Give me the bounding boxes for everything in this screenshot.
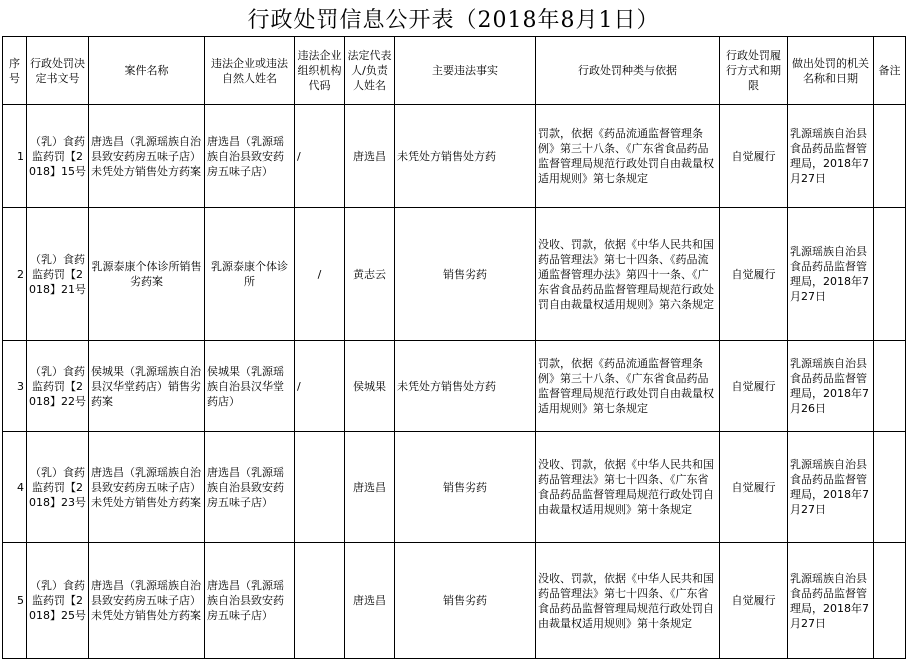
cell-authority-date: 乳源瑶族自治县食品药品监督管理局，2018年7月27日 [788, 105, 874, 208]
header-legal-rep: 法定代表人/负责人姓名 [345, 37, 395, 105]
cell-execution: 自觉履行 [720, 105, 788, 208]
cell-execution: 自觉履行 [720, 341, 788, 432]
cell-legal-rep: 唐选昌 [345, 105, 395, 208]
cell-legal-rep: 黄志云 [345, 208, 395, 341]
cell-org-code: / [295, 341, 345, 432]
header-penalty: 行政处罚种类与依据 [536, 37, 720, 105]
header-doc-no: 行政处罚决定书文号 [27, 37, 89, 105]
cell-remark [874, 105, 906, 208]
cell-authority-date: 乳源瑶族自治县食品药品监督管理局，2018年7月27日 [788, 208, 874, 341]
cell-legal-rep: 唐选昌 [345, 543, 395, 659]
cell-case-name: 唐选昌（乳源瑶族自治县致安药房五味子店）未凭处方销售处方药案 [89, 543, 205, 659]
cell-violator: 乳源泰康个体诊所 [205, 208, 295, 341]
cell-seq: 2 [3, 208, 27, 341]
table-row [3, 105, 906, 208]
cell-authority-date: 乳源瑶族自治县食品药品监督管理局，2018年7月27日 [788, 432, 874, 543]
cell-execution: 自觉履行 [720, 543, 788, 659]
cell-org-code [295, 543, 345, 659]
header-facts: 主要违法事实 [395, 37, 536, 105]
cell-remark [874, 341, 906, 432]
header-authority-date: 做出处罚的机关名称和日期 [788, 37, 874, 105]
cell-doc-no: （乳）食药监药罚【2018】22号 [27, 341, 89, 432]
cell-violator: 唐选昌（乳源瑶族自治县致安药房五味子店） [205, 432, 295, 543]
table-row [3, 208, 906, 341]
cell-doc-no: （乳）食药监药罚【2018】15号 [27, 105, 89, 208]
header-org-code: 违法企业组织机构代码 [295, 37, 345, 105]
table-row [3, 432, 906, 543]
cell-doc-no: （乳）食药监药罚【2018】25号 [27, 543, 89, 659]
cell-penalty: 罚款，依据《药品流通监督管理条例》第三十八条、《广东省食品药品监督管理局规范行政处罚自由裁量权适用规则》第七条规定 [536, 105, 720, 208]
cell-seq: 4 [3, 432, 27, 543]
penalty-table [2, 36, 906, 659]
cell-seq: 1 [3, 105, 27, 208]
cell-doc-no: （乳）食药监药罚【2018】21号 [27, 208, 89, 341]
cell-authority-date: 乳源瑶族自治县食品药品监督管理局，2018年7月27日 [788, 543, 874, 659]
cell-violator: 唐选昌（乳源瑶族自治县致安药房五味子店） [205, 543, 295, 659]
header-execution: 行政处罚履行方式和期限 [720, 37, 788, 105]
cell-case-name: 唐选昌（乳源瑶族自治县致安药房五味子店）未凭处方销售处方药案 [89, 105, 205, 208]
header-remark: 备注 [874, 37, 906, 105]
cell-facts: 销售劣药 [395, 432, 536, 543]
header-violator: 违法企业或违法自然人姓名 [205, 37, 295, 105]
cell-facts: 未凭处方销售处方药 [395, 105, 536, 208]
document-title: 行政处罚信息公开表（2018年8月1日） [247, 7, 660, 33]
cell-org-code: / [295, 208, 345, 341]
cell-case-name: 侯城果（乳源瑶族自治县汉华堂药店）销售劣药案 [89, 341, 205, 432]
cell-seq: 5 [3, 543, 27, 659]
cell-remark [874, 208, 906, 341]
header-seq: 序号 [3, 37, 27, 105]
cell-seq: 3 [3, 341, 27, 432]
cell-execution: 自觉履行 [720, 208, 788, 341]
table-row [3, 543, 906, 659]
table-row [3, 341, 906, 432]
cell-penalty: 没收、罚款，依据《中华人民共和国药品管理法》第七十四条、《药品流通监督管理办法》第四十一条、《广东省食品药品监督管理局规范行政处罚自由裁量权适用规则》第六条规定 [536, 208, 720, 341]
cell-execution: 自觉履行 [720, 432, 788, 543]
cell-facts: 未凭处方销售处方药 [395, 341, 536, 432]
cell-remark [874, 543, 906, 659]
cell-case-name: 乳源泰康个体诊所销售劣药案 [89, 208, 205, 341]
cell-legal-rep: 侯城果 [345, 341, 395, 432]
cell-case-name: 唐选昌（乳源瑶族自治县致安药房五味子店）未凭处方销售处方药案 [89, 432, 205, 543]
cell-penalty: 没收、罚款，依据《中华人民共和国药品管理法》第七十四条、《广东省食品药品监督管理局规范行政处罚自由裁量权适用规则》第十条规定 [536, 432, 720, 543]
cell-violator: 侯城果（乳源瑶族自治县汉华堂药店） [205, 341, 295, 432]
cell-penalty: 没收、罚款，依据《中华人民共和国药品管理法》第七十四条、《广东省食品药品监督管理局规范行政处罚自由裁量权适用规则》第十条规定 [536, 543, 720, 659]
cell-org-code [295, 432, 345, 543]
cell-violator: 唐选昌（乳源瑶族自治县致安药房五味子店） [205, 105, 295, 208]
cell-facts: 销售劣药 [395, 543, 536, 659]
cell-authority-date: 乳源瑶族自治县食品药品监督管理局，2018年7月26日 [788, 341, 874, 432]
cell-penalty: 罚款，依据《药品流通监督管理条例》第三十八条、《广东省食品药品监督管理局规范行政处罚自由裁量权适用规则》第七条规定 [536, 341, 720, 432]
cell-remark [874, 432, 906, 543]
header-row [3, 37, 906, 105]
cell-facts: 销售劣药 [395, 208, 536, 341]
cell-doc-no: （乳）食药监药罚【2018】23号 [27, 432, 89, 543]
header-case-name: 案件名称 [89, 37, 205, 105]
cell-org-code: / [295, 105, 345, 208]
cell-legal-rep: 唐选昌 [345, 432, 395, 543]
